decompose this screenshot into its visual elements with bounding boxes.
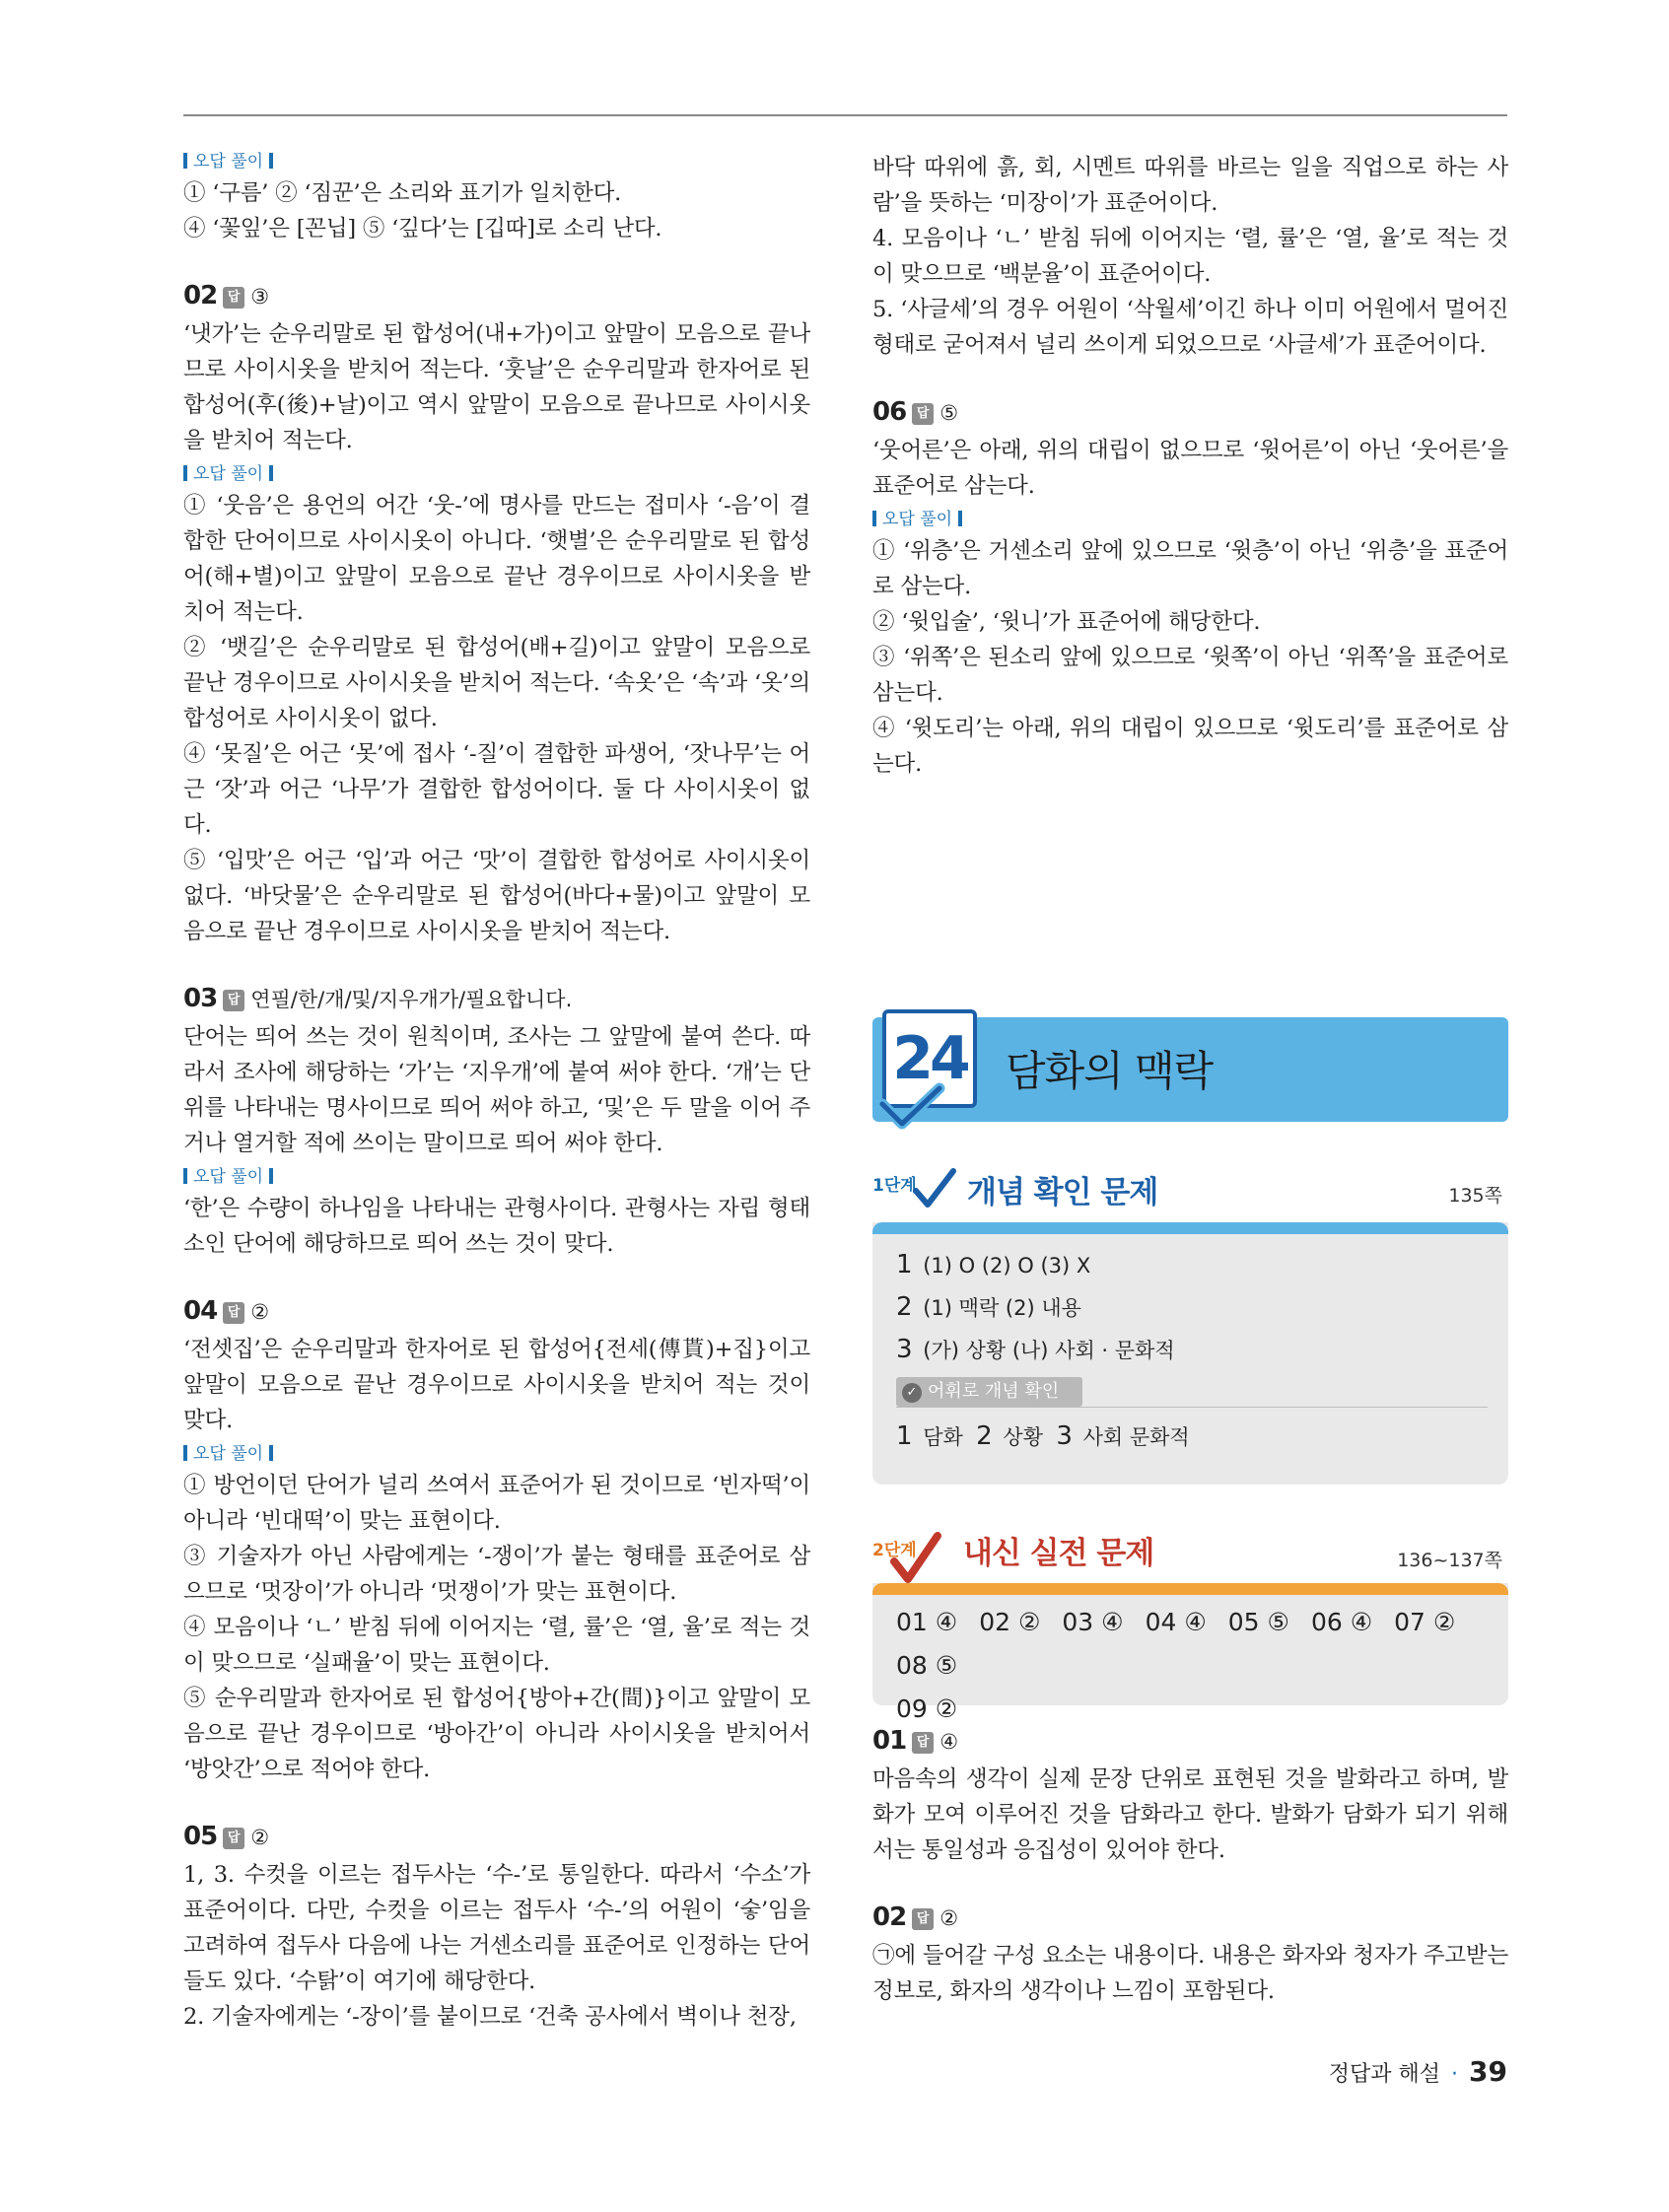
paragraph: ⑤ ‘입맛’은 어근 ‘입’과 어근 ‘맛’이 결합한 합성어로 사이시옷이 없다. ‘바닷물’은 순우리말로 된 합성어(바다+물)이고 앞말이 모음으로 끝난 경우이므로 사이시옷을 받치어 적는다. — [183, 848, 810, 944]
footer-label: 정답과 해설 — [1328, 2062, 1441, 2087]
answer-item: 02 ② — [979, 1608, 1041, 1636]
paragraph: 5. ‘사글세’의 경우 어원이 ‘삭월세’이긴 하나 이미 어원에서 멀어진 형태로 굳어져서 널리 쓰이게 되었으므로 ‘사글세’가 표준어이다. — [872, 297, 1508, 358]
paragraph: ④ ‘못질’은 어근 ‘못’에 접사 ‘-질’이 결합한 파생어, ‘잣나무’는 어근 ‘잣’과 어근 ‘나무’가 결합한 합성어이다. 둘 다 사이시옷이 없다. — [183, 741, 810, 838]
paragraph: ㉠에 들어갈 구성 요소는 내용이다. 내용은 화자와 청자가 주고받는 정보로, 화자의 생각이나 느낌이 포함된다. — [872, 1943, 1508, 2004]
vocab-answers: 1 담화 2 상황 3 사회 문화적 — [896, 1421, 1190, 1451]
unit-title: 담화의 맥락 — [1006, 1047, 1214, 1095]
page-footer — [1329, 2055, 1507, 2088]
stage1-page: 135쪽 — [1448, 1185, 1502, 1207]
question-06-heading: 06 답 ⑤ — [872, 397, 959, 427]
stage2-box — [872, 1583, 1508, 1723]
wrong-answer-label: 오답 풀이 — [183, 1165, 273, 1189]
paragraph: ‘전셋집’은 순우리말과 한자어로 된 합성어{전세(傳貰)+집}이고 앞말이 모음으로 끝난 경우이므로 사이시옷을 받치어 적는 것이 맞다. — [183, 1337, 810, 1433]
wrong-answer-label: 오답 풀이 — [183, 462, 273, 486]
page-number: 39 — [1469, 2055, 1507, 2088]
paragraph: ① ‘웃음’은 용언의 어간 ‘웃-’에 명사를 만드는 접미사 ‘-음’이 결합한 단어이므로 사이시옷이 아니다. ‘햇별’은 순우리말로 된 합성어(해+별)이고 앞말이 모음으로 끝난 경우이므로 사이시옷을 받치어 적는다. — [183, 493, 810, 625]
stage2-title: 내신 실전 문제 — [963, 1536, 1154, 1571]
left-column — [183, 150, 810, 2035]
check-circle-icon: ✓ — [902, 1383, 922, 1403]
question-03-heading: 03 답 연필/한/개/및/지우개가/필요합니다. — [183, 984, 573, 1013]
answer-item: 06 ④ — [1310, 1608, 1373, 1636]
stage1-line: 2 (1) 맥락 (2) 내용 — [896, 1292, 1081, 1322]
stage1-line: 1 (1) O (2) O (3) X — [896, 1250, 1091, 1279]
paragraph: 4. 모음이나 ‘ㄴ’ 받침 뒤에 이어지는 ‘렬, 률’은 ‘열, 율’로 적는 것이 맞으므로 ‘백분율’이 표준어이다. — [872, 226, 1508, 287]
stage2-page: 136~137쪽 — [1397, 1550, 1502, 1571]
paragraph: 1, 3. 수컷을 이르는 접두사는 ‘수-’로 통일한다. 따라서 ‘수소’가 표준어이다. 다만, 수컷을 이르는 접두사 ‘수-’의 어원이 ‘숳’임을 고려하여 접두사 다음에 나는 거센소리를 표준어로 인정하는 단어들도 있다. ‘수탉’이 여기에 해당한다. — [183, 1862, 810, 1994]
paragraph: ⑤ 순우리말과 한자어로 된 합성어{방아+간(間)}이고 앞말이 모음으로 끝난 경우이므로 ‘방아간’이 아니라 사이시옷을 받치어서 ‘방앗간’으로 적어야 한다. — [183, 1686, 810, 1782]
stage2-header — [872, 1518, 1508, 1581]
checkmark-icon — [876, 1082, 945, 1132]
answer-item: 04 ④ — [1145, 1608, 1207, 1636]
checkmark-icon — [912, 1165, 957, 1210]
paragraph: 바닥 따위에 흙, 회, 시멘트 따위를 바르는 일을 직업으로 하는 사람’을 뜻하는 ‘미장이’가 표준어이다. — [872, 155, 1508, 216]
unit-question-01-heading: 01 답 ④ — [872, 1726, 959, 1756]
answer-item: 03 ④ — [1062, 1608, 1124, 1636]
question-04-heading: 04 답 ② — [183, 1296, 270, 1326]
paragraph: ① ‘구름’ ② ‘짐꾼’은 소리와 표기가 일치한다. — [183, 180, 622, 206]
paragraph: ‘냇가’는 순우리말로 된 합성어(내+가)이고 앞말이 모음으로 끝나므로 사이시옷을 받치어 적는다. ‘훗날’은 순우리말과 한자어로 된 합성어(후(後)+날)이고 역시 앞말이 모음으로 끝나므로 사이시옷을 받치어 적는다. — [183, 321, 810, 453]
stage2-answer-list — [896, 1601, 1497, 1731]
wrong-answer-label: 오답 풀이 — [872, 508, 962, 531]
stage1-line: 3 (가) 상황 (나) 사회 · 문화적 — [896, 1335, 1175, 1364]
paragraph: ‘한’은 수량이 하나임을 나타내는 관형사이다. 관형사는 자립 형태소인 단어에 해당하므로 띄어 쓰는 것이 맞다. — [183, 1196, 810, 1257]
answer-item: 07 ② — [1394, 1608, 1456, 1636]
checkmark-icon — [890, 1528, 941, 1587]
answer-item: 01 ④ — [896, 1608, 958, 1636]
wrong-answer-label: 오답 풀이 — [183, 150, 273, 173]
answer-item: 08 ⑤ — [896, 1651, 958, 1680]
wrong-answer-label: 오답 풀이 — [183, 1442, 273, 1466]
paragraph: ① 방언이던 단어가 널리 쓰여서 표준어가 된 것이므로 ‘빈자떡’이 아니라 ‘빈대떡’이 맞는 표현이다. — [183, 1473, 810, 1534]
question-02-heading: 02 답 ③ — [183, 281, 270, 311]
paragraph: ③ ‘위쪽’은 된소리 앞에 있으므로 ‘윗쪽’이 아닌 ‘위쪽’을 표준어로 삼는다. — [872, 645, 1508, 706]
paragraph: ④ 모음이나 ‘ㄴ’ 받침 뒤에 이어지는 ‘렬, 률’은 ‘열, 율’로 적는 것이 맞으므로 ‘실패율’이 맞는 표현이다. — [183, 1615, 810, 1676]
stage1-title: 개념 확인 문제 — [967, 1175, 1158, 1210]
stage2-step: 2단계 — [872, 1541, 917, 1560]
paragraph: ② ‘윗입술’, ‘윗니’가 표준어에 해당한다. — [872, 609, 1261, 635]
paragraph: 2. 기술자에게는 ‘-장이’를 붙이므로 ‘건축 공사에서 벽이나 천장, — [183, 2004, 797, 2030]
question-05-heading: 05 답 ② — [183, 1822, 270, 1851]
paragraph: ③ 기술자가 아닌 사람에게는 ‘-쟁이’가 붙는 형태를 표준어로 삼으므로 ‘멋장이’가 아니라 ‘멋쟁이’가 맞는 표현이다. — [183, 1544, 810, 1605]
paragraph: ④ ‘윗도리’는 아래, 위의 대립이 있으므로 ‘윗도리’를 표준어로 삼는다. — [872, 716, 1508, 777]
paragraph: ④ ‘꽃잎’은 [꼰닙] ⑤ ‘깊다’는 [깁따]로 소리 난다. — [183, 216, 662, 242]
unit-question-02-heading: 02 답 ② — [872, 1902, 959, 1932]
unit-header — [872, 1017, 1508, 1122]
stage1-step: 1단계 — [872, 1176, 917, 1196]
answer-item: 09 ② — [896, 1694, 958, 1723]
paragraph: ‘웃어른’은 아래, 위의 대립이 없으므로 ‘윗어른’이 아닌 ‘웃어른’을 표준어로 삼는다. — [872, 438, 1508, 499]
paragraph: 마음속의 생각이 실제 문장 단위로 표현된 것을 발화라고 하며, 발화가 모여 이루어진 것을 담화라고 한다. 발화가 담화가 되기 위해서는 통일성과 응집성이 있어야 한다. — [872, 1766, 1508, 1863]
footer-separator: · — [1451, 2062, 1459, 2087]
stage1-box — [872, 1222, 1508, 1485]
paragraph: 단어는 띄어 쓰는 것이 원칙이며, 조사는 그 앞말에 붙여 쓴다. 따라서 조사에 해당하는 ‘가’는 ‘지우개’에 붙여 써야 한다. ‘개’는 단위를 나타내는 명사이므로 띄어 써야 하고, ‘및’은 두 말을 이어 주거나 열거할 적에 쓰이는 말이므로 띄어 써야 한다. — [183, 1024, 810, 1156]
unit-answers — [872, 1721, 1508, 2009]
header-rule — [183, 114, 1507, 116]
paragraph: ① ‘위층’은 거센소리 앞에 있으므로 ‘윗층’이 아닌 ‘위층’을 표준어로 삼는다. — [872, 538, 1508, 599]
vocab-tag: ✓ 어휘로 개념 확인 — [896, 1377, 1082, 1407]
answer-item: 05 ⑤ — [1227, 1608, 1289, 1636]
paragraph: ② ‘뱃길’은 순우리말로 된 합성어(배+길)이고 앞말이 모음으로 끝난 경우이므로 사이시옷을 받치어 적는다. ‘속옷’은 ‘속’과 ‘옷’의 합성어로 사이시옷이 없다. — [183, 635, 810, 731]
unit-number: 24 — [882, 1009, 977, 1108]
stage1-header — [872, 1159, 1508, 1218]
right-column — [872, 150, 1508, 782]
